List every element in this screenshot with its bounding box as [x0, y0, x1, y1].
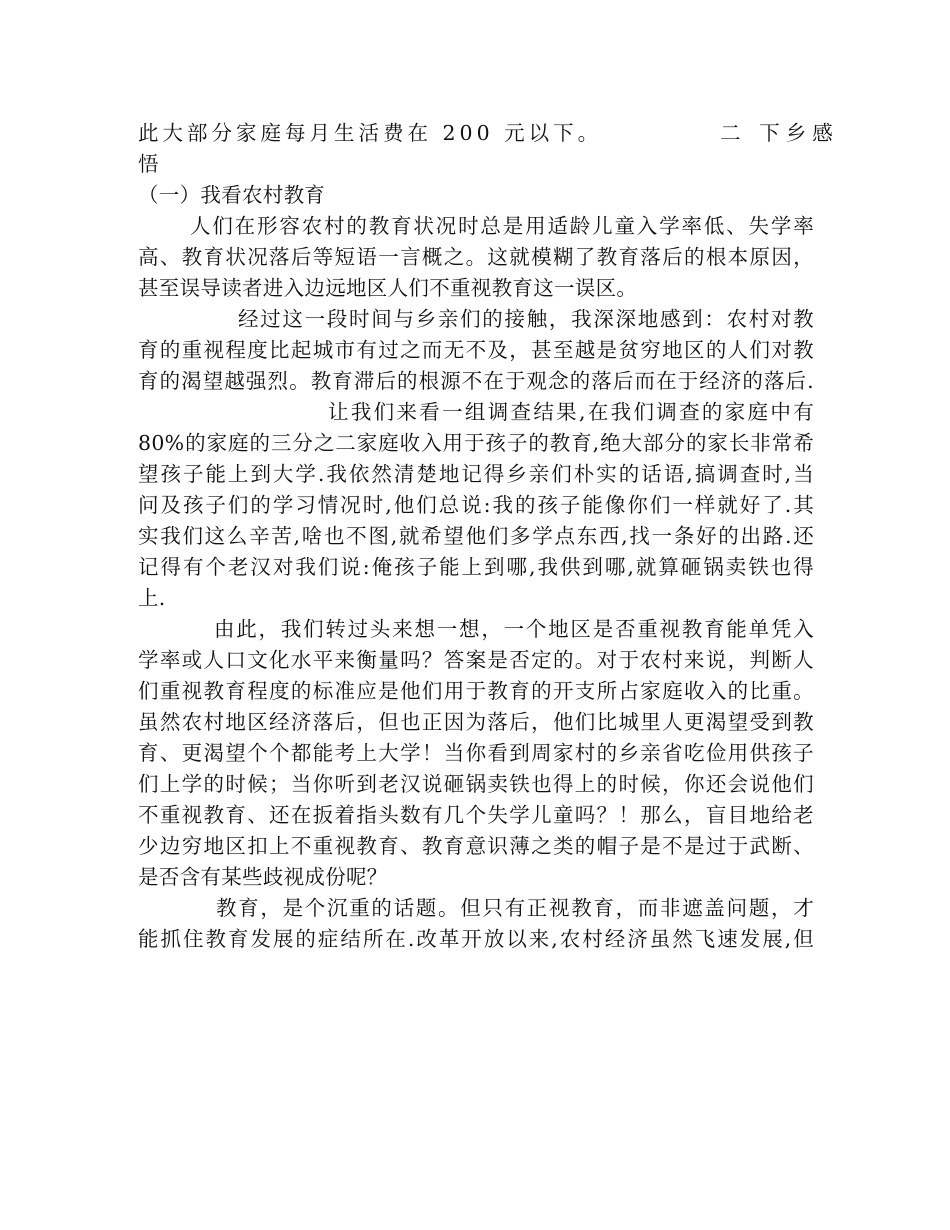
- paragraph-line: 实我们这么辛苦,啥也不图,就希望他们多学点东西,找一条好的出路.还: [138, 524, 814, 548]
- paragraph-line: 上.: [138, 586, 166, 610]
- section-heading-2: 二 下乡感: [720, 121, 839, 145]
- paragraph-line: 人们在形容农村的教育状况时总是用适龄儿童入学率低、失学率: [190, 214, 814, 238]
- paragraph-line: 不重视教育、还在扳着指头数有几个失学儿童吗？！那么，盲目地给老: [138, 803, 814, 827]
- paragraph-line: 能抓住教育发展的症结所在.改革开放以来,农村经济虽然飞速发展,但: [138, 927, 814, 951]
- paragraph-line: 甚至误导读者进入边远地区人们不重视教育这一误区。: [138, 276, 638, 300]
- paragraph-line: 让我们来看一组调查结果,在我们调查的家庭中有: [328, 400, 814, 424]
- paragraph-line: 教育，是个沉重的话题。但只有正视教育，而非遮盖问题，才: [216, 896, 814, 920]
- paragraph-line: 学率或人口文化水平来衡量吗？答案是否定的。对于农村来说，判断人: [138, 648, 814, 672]
- paragraph-line: 是否含有某些歧视成份呢？: [138, 865, 388, 889]
- paragraph-line: 问及孩子们的学习情况时,他们总说:我的孩子能像你们一样就好了.其: [138, 493, 814, 517]
- paragraph-line: 少边穷地区扣上不重视教育、教育意识薄之类的帽子是不是过于武断、: [138, 834, 814, 858]
- paragraph-line: 育的渴望越强烈。教育滞后的根源不在于观念的落后而在于经济的落后.: [138, 369, 814, 393]
- paragraph-line: 记得有个老汉对我们说:俺孩子能上到哪,我供到哪,就算砸锅卖铁也得: [138, 555, 814, 579]
- paragraph-line: 经过这一段时间与乡亲们的接触，我深深地感到：农村对教: [238, 307, 814, 331]
- paragraph-line: 虽然农村地区经济落后，但也正因为落后，他们比城里人更渴望受到教: [138, 710, 814, 734]
- body-text: [138, 118, 839, 955]
- paragraph-line: 们上学的时候；当你听到老汉说砸锅卖铁也得上的时候，你还会说他们: [138, 772, 814, 796]
- section-heading-2-cont: 悟: [138, 152, 159, 176]
- paragraph-line: 育、更渴望个个都能考上大学！当你看到周家村的乡亲省吃俭用供孩子: [138, 741, 814, 765]
- expense-sentence: 此大部分家庭每月生活费在 200 元以下。: [138, 121, 603, 145]
- paragraph-line: 们重视教育程度的标准应是他们用于教育的开支所占家庭收入的比重。: [138, 679, 814, 703]
- paragraph-line: 高、教育状况落后等短语一言概之。这就模糊了教育落后的根本原因，: [138, 245, 814, 269]
- subsection-heading-1: （一）我看农村教育: [138, 183, 326, 207]
- paragraph-line: 由此，我们转过头来想一想，一个地区是否重视教育能单凭入: [214, 617, 814, 641]
- paragraph-line: 育的重视程度比起城市有过之而无不及，甚至越是贫穷地区的人们对教: [138, 338, 814, 362]
- paragraph-line: 80%的家庭的三分之二家庭收入用于孩子的教育,绝大部分的家长非常希: [138, 431, 814, 455]
- paragraph-line: 望孩子能上到大学.我依然清楚地记得乡亲们朴实的话语,搞调查时,当: [138, 462, 814, 486]
- text-line: [138, 118, 839, 149]
